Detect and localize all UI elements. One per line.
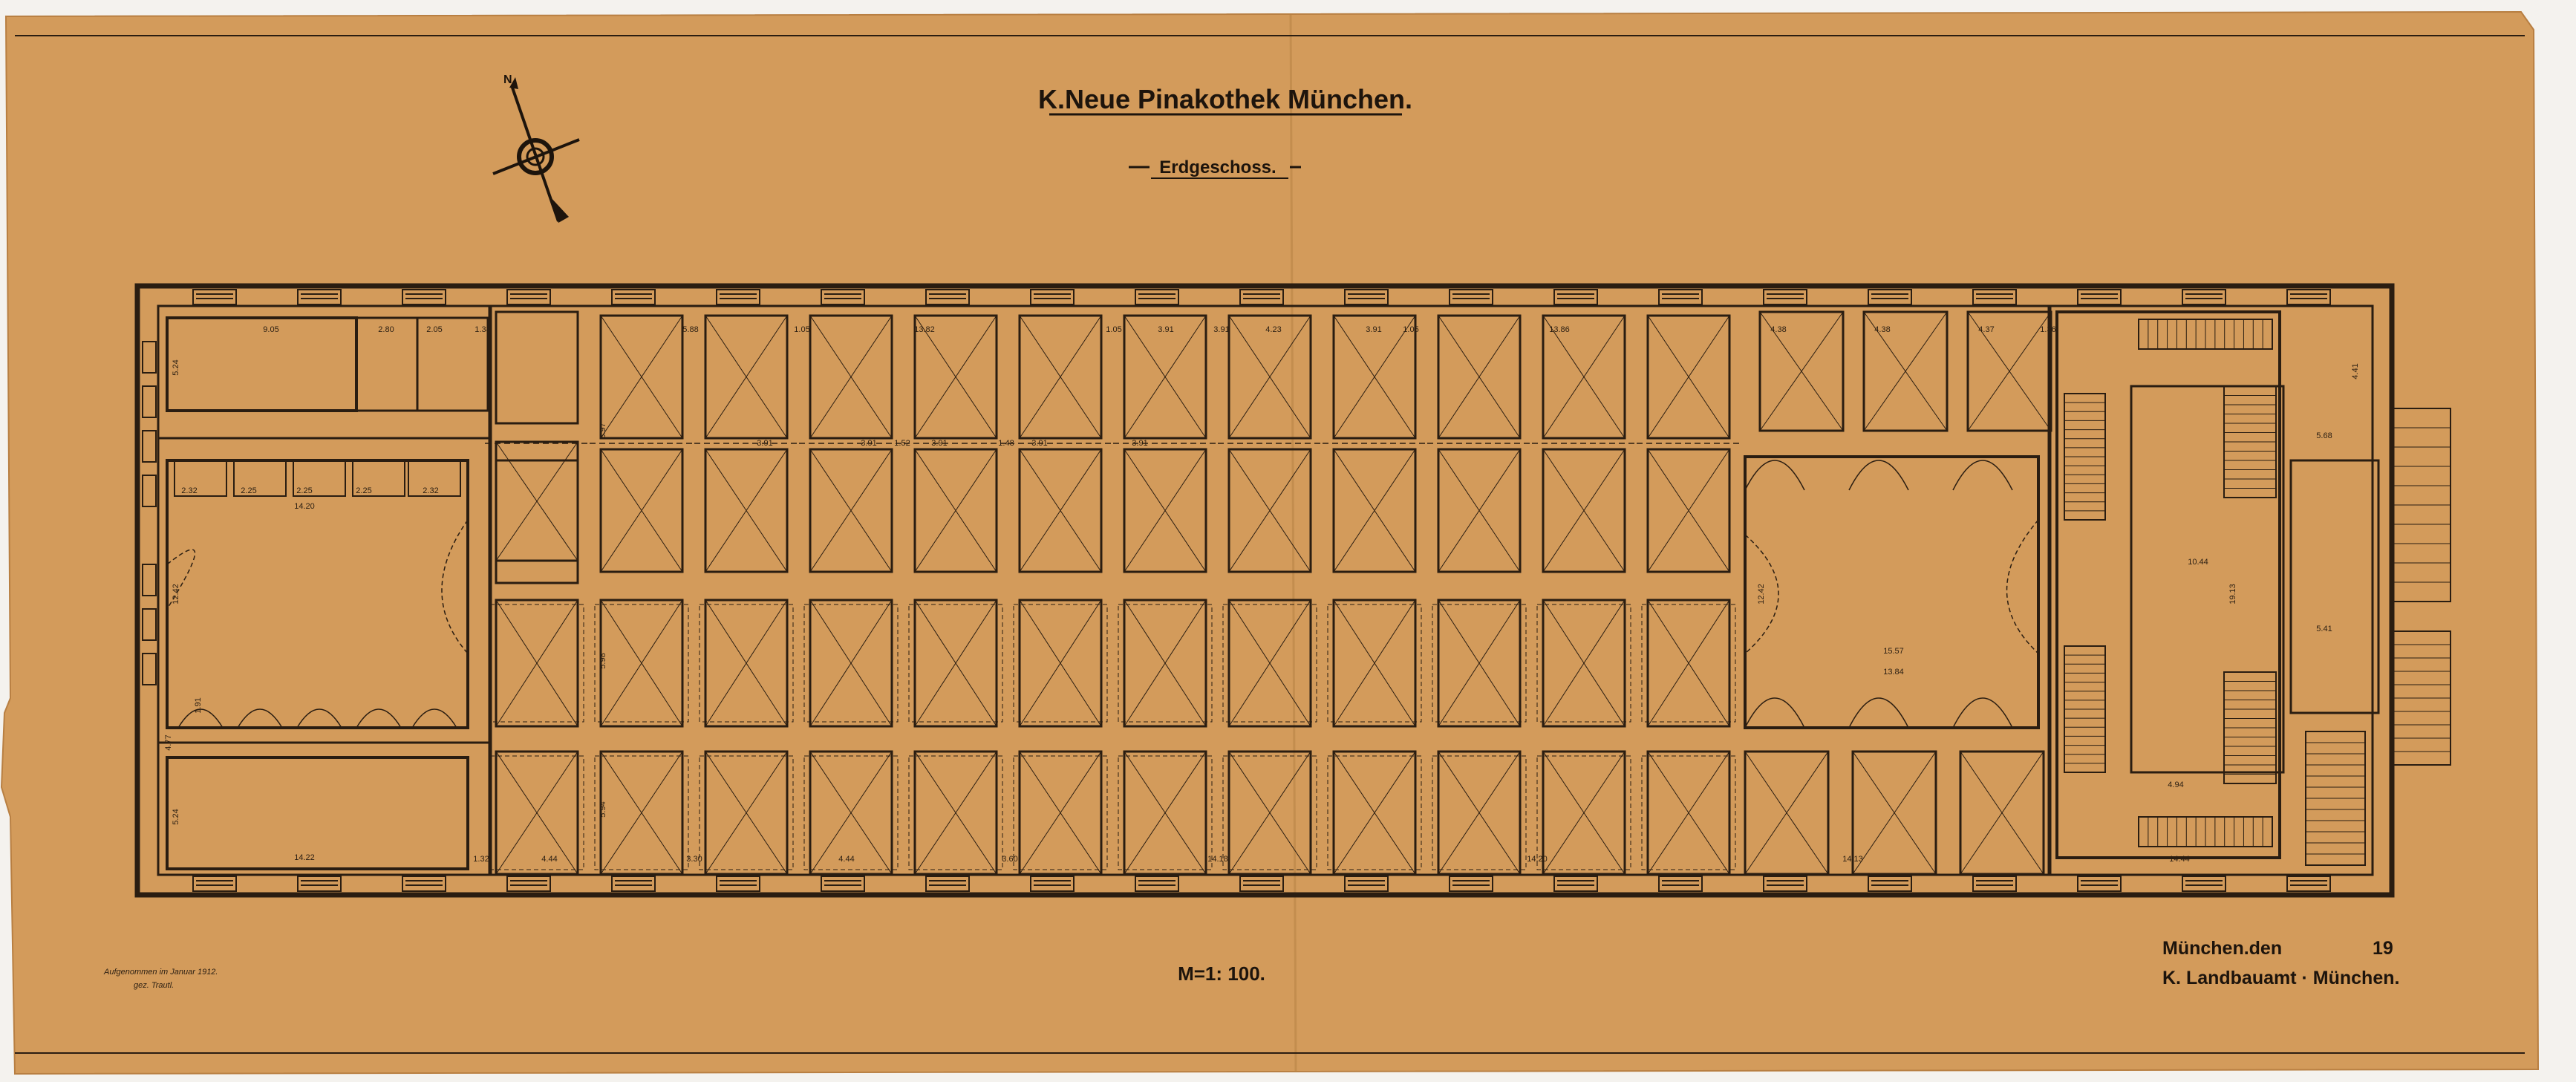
stair-dim-5: 4.41 — [2351, 363, 2360, 379]
dim-bottom-2: 3.30 — [686, 855, 702, 864]
dim-mid-5: 3.91 — [1031, 439, 1048, 448]
dim-bottom-4: 3.60 — [1002, 855, 1018, 864]
dim-top-11: 3.91 — [1366, 325, 1382, 334]
dim-top-7: 1.05 — [1106, 325, 1122, 334]
dim-bay-height-1: 5.98 — [599, 653, 607, 669]
dim-mid-4: 1.48 — [998, 439, 1014, 448]
year-suffix-label: 19 — [2373, 938, 2393, 959]
dim-mid-6: 3.91 — [1132, 439, 1148, 448]
dim-top-10: 4.23 — [1265, 325, 1282, 334]
floor-label: Erdgeschoss. — [1159, 157, 1276, 177]
east-hall-height-label: 12.42 — [1757, 584, 1766, 604]
dim-bay-height-2: 5.94 — [599, 801, 607, 818]
dim-mid-2: 1.52 — [894, 439, 910, 448]
west-hall-width-label: 14.20 — [294, 502, 315, 511]
dim-mid-1: 3.91 — [861, 439, 877, 448]
dim-bottom-5: 14.18 — [1207, 855, 1228, 864]
west-bottom-height-label: 5.24 — [172, 809, 180, 825]
west-top-height-label: 5.24 — [172, 359, 180, 376]
stair-dim-2: 4.94 — [2168, 780, 2184, 789]
dim-bottom-0: 1.32 — [473, 855, 489, 864]
dim-top-5: 1.05 — [794, 325, 810, 334]
east-hall-width-label: 13.84 — [1883, 668, 1904, 677]
dim-top-9: 3.91 — [1213, 325, 1230, 334]
dim-top-17: 1.36 — [2040, 325, 2056, 334]
dim-top-8: 3.91 — [1158, 325, 1174, 334]
place-date-label: München.den — [2162, 938, 2283, 959]
west-bottom-width-label: 14.22 — [294, 853, 315, 862]
stair-dim-1: 19.13 — [2228, 584, 2237, 604]
dim-bottom-7: 14.13 — [1842, 855, 1863, 864]
dim-west-bay-2: 2.25 — [296, 486, 313, 495]
dim-west-bay-4: 2.32 — [423, 486, 439, 495]
drawing-title: K.Neue Pinakothek München. — [1037, 84, 1413, 114]
scale-label: M=1: 100. — [1178, 962, 1265, 985]
dim-west-bay-1: 2.25 — [241, 486, 257, 495]
dim-top-16: 4.37 — [1978, 325, 1995, 334]
dim-mid-0: 3.91 — [757, 439, 773, 448]
dim-top-3: 1.38 — [475, 325, 491, 334]
dim-mid-3: 3.91 — [931, 439, 948, 448]
east-hall-center-label: 15.57 — [1883, 647, 1904, 656]
note-line-2: gez. Trautl. — [134, 981, 175, 990]
north-label: N — [503, 74, 512, 86]
dim-west-bay-0: 2.32 — [181, 486, 198, 495]
note-line-1: Aufgenommen im Januar 1912. — [104, 968, 218, 977]
dim-top-13: 13.86 — [1549, 325, 1570, 334]
west-hall-height-label: 12.42 — [172, 584, 180, 604]
dim-top-14: 4.38 — [1770, 325, 1787, 334]
dim-top-1: 2.80 — [378, 325, 394, 334]
dim-bay-height-0: 3.97 — [599, 423, 607, 439]
dim-top-4: 5.88 — [682, 325, 699, 334]
dim-top-2: 2.05 — [426, 325, 443, 334]
dim-top-15: 4.38 — [1874, 325, 1891, 334]
office-label: K. Landbauamt · München. — [2162, 968, 2400, 988]
dim-bay-height-4: 1.91 — [194, 697, 203, 714]
dim-top-0: 9.05 — [263, 325, 279, 334]
dim-bottom-6: 14.20 — [1527, 855, 1548, 864]
stair-dim-0: 10.44 — [2188, 558, 2208, 567]
stair-dim-3: 5.41 — [2316, 625, 2332, 633]
dim-bottom-3: 4.44 — [838, 855, 855, 864]
dim-top-6: 13.82 — [914, 325, 935, 334]
dim-bay-height-3: 4.77 — [164, 734, 173, 751]
dim-west-bay-3: 2.25 — [356, 486, 372, 495]
dim-bottom-8: 14.44 — [2169, 855, 2190, 864]
dim-top-12: 1.05 — [1403, 325, 1419, 334]
stair-dim-4: 5.68 — [2316, 431, 2332, 440]
dim-bottom-1: 4.44 — [541, 855, 558, 864]
